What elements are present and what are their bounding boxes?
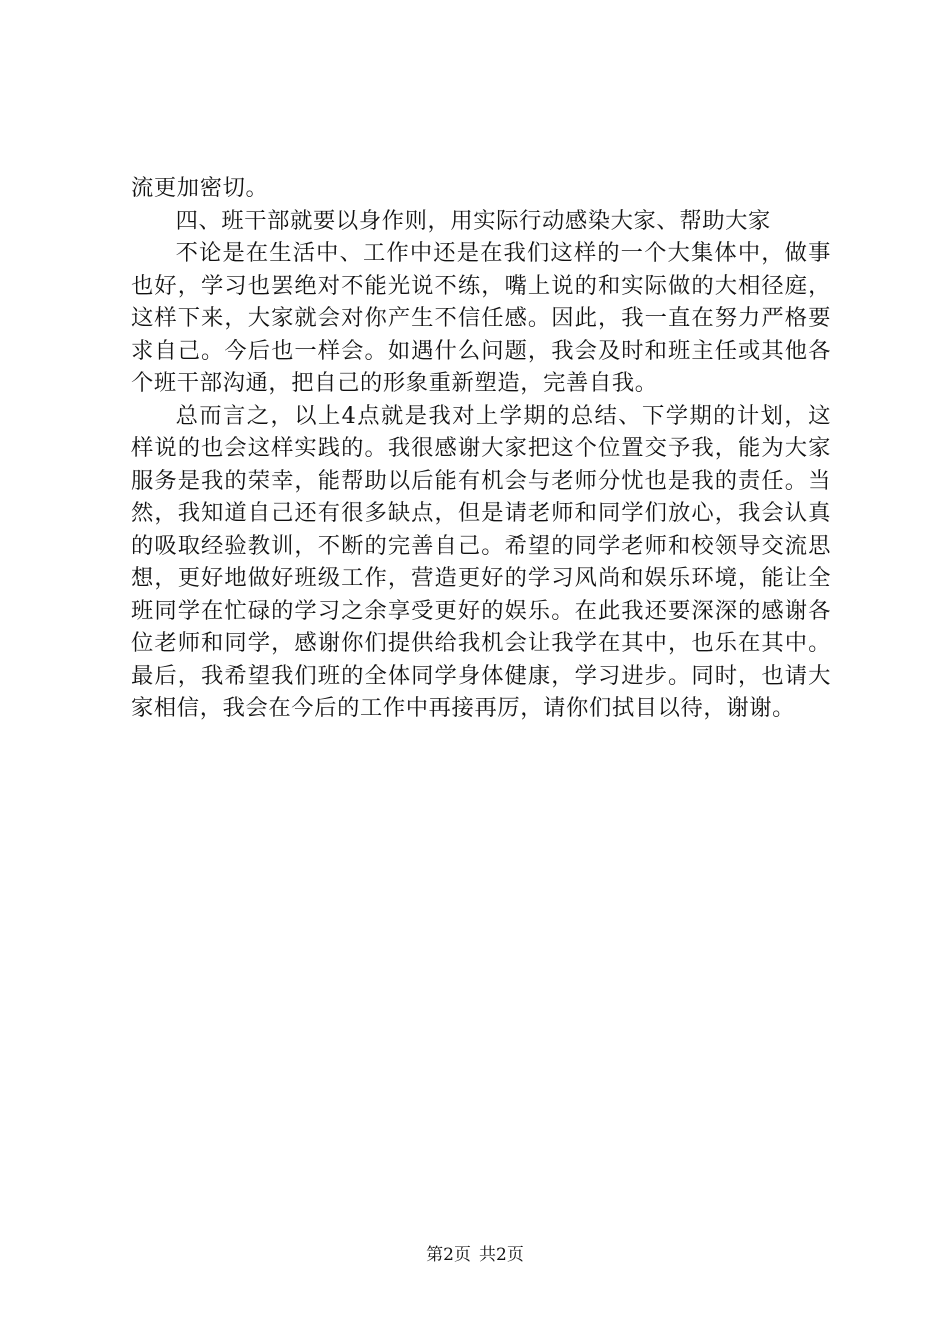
paragraph-continuation: 流更加密切。 [131, 175, 269, 201]
paragraph-conclusion: 总而言之，以上4点就是我对上学期的总结、下学期的计划，这样说的也会这样实践的。我很感谢大家把这个位置交予我，能为大家服务是我的荣幸，能帮助以后能有机会与老师分忧也是我的责任。当然，我知道自己还有很多缺点，但是请老师和同学们放心，我会认真的吸取经验教训，不断的完善自己。希望的同学老师和校领导交流思想，更好地做好班级工作，营造更好的学习风尚和娱乐环境，能让全班同学在忙碌的学习之余享受更好的娱乐。在此我还要深深的感谢各位老师和同学，感谢你们提供给我机会让我学在其中，也乐在其中。最后，我希望我们班的全体同学身体健康，学习进步。同时，也请大家相信，我会在今后的工作中再接再厉，请你们拭目以待，谢谢。 [131, 402, 831, 721]
paragraph-lead-by-example: 不论是在生活中、工作中还是在我们这样的一个大集体中，做事也好，学习也罢绝对不能光说不练，嘴上说的和实际做的大相径庭，这样下来，大家就会对你产生不信任感。因此，我一直在努力严格要求自己。今后也一样会。如遇什么问题，我会及时和班主任或其他各个班干部沟通，把自己的形象重新塑造，完善自我。 [131, 240, 831, 396]
paragraph-heading-four: 四、班干部就要以身作则，用实际行动感染大家、帮助大家 [175, 207, 771, 234]
document-body [131, 172, 831, 725]
page-footer [0, 1244, 950, 1266]
page-number: 第2页 [426, 1245, 471, 1265]
page-total: 共2页 [479, 1245, 524, 1265]
